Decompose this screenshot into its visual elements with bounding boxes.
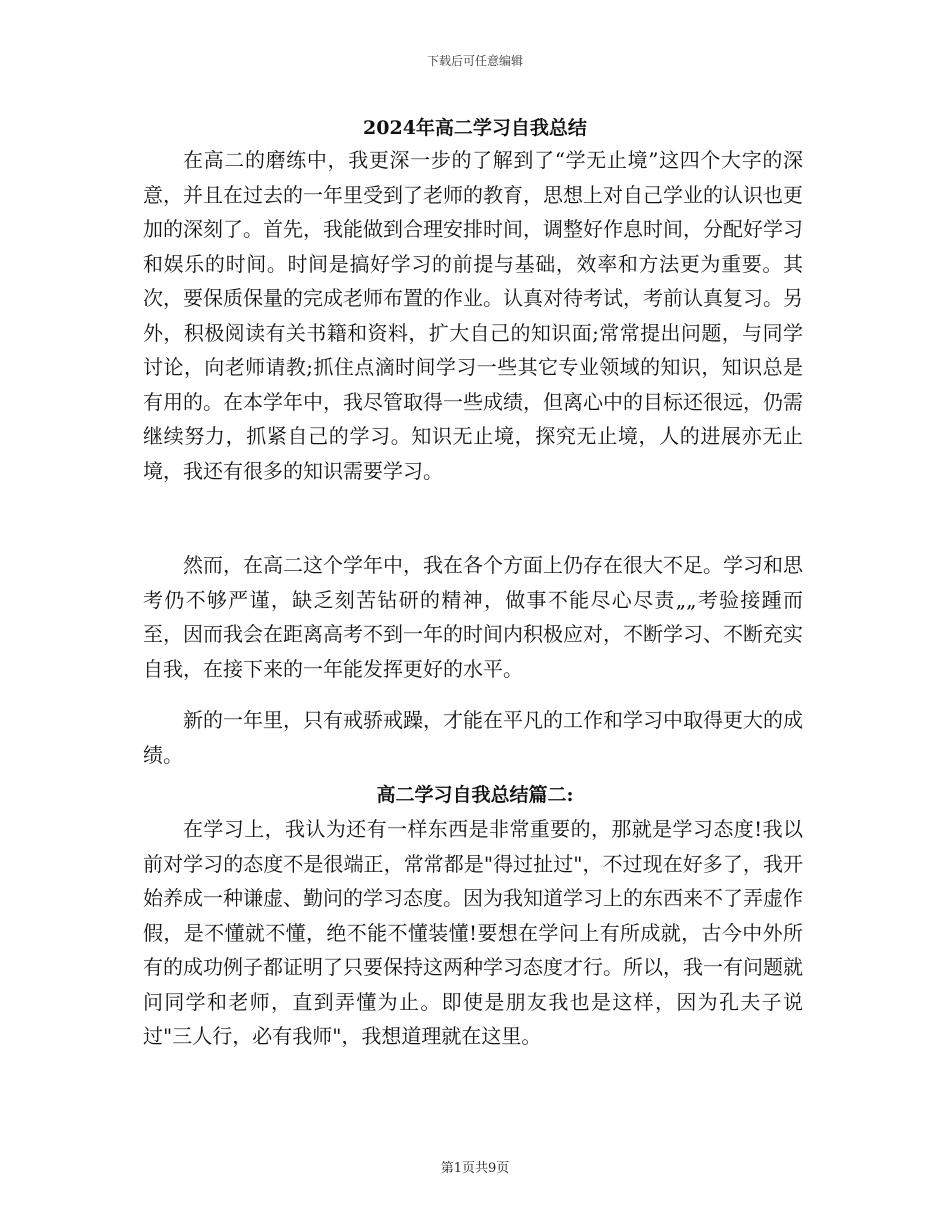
body-paragraph-1: 在高二的磨练中，我更深一步的了解到了“学无止境”这四个大字的深意，并且在过去的一年里受到了老师的教育，思想上对自己学业的认识也更加的深刻了。首先，我能做到合理安排时间，调整好作息时间，分配好学习和娱乐的时间。时间是搞好学习的前提与基础，效率和方法更为重要。其次，要保质保量的完成老师布置的作业。认真对待考试，考前认真复习。另外，积极阅读有关书籍和资料，扩大自己的知识面;常常提出问题，与同学讨论，向老师请教;抓住点滴时间学习一些其它专业领域的知识，知识总是有用的。在本学年中，我尽管取得一些成绩，但离心中的目标还很远，仍需继续努力，抓紧自己的学习。知识无止境，探究无止境，人的进展亦无止境，我还有很多的知识需要学习。: [143, 148, 803, 483]
section-title: 高二学习自我总结篇二:: [376, 784, 574, 806]
page-footer: 第1页共9页: [440, 1161, 510, 1176]
body-paragraph-3: 新的一年里，只有戒骄戒躁，才能在平凡的工作和学习中取得更大的成绩。: [143, 708, 803, 767]
body-paragraph-2: 然而，在高二这个学年中，我在各个方面上仍存在很大不足。学习和思考仍不够严谨，缺乏刻苦钻研的精神，做事不能尽心尽责„„考验接踵而至，因而我会在距离高考不到一年的时间内积极应对，不断学习、不断充实自我，在接下来的一年能发挥更好的水平。: [143, 553, 803, 681]
header-note: 下载后可任意编辑: [426, 54, 523, 68]
document-title: 2024年高二学习自我总结: [363, 117, 587, 139]
section-paragraph-1: 在学习上，我认为还有一样东西是非常重要的，那就是学习态度!我以前对学习的态度不是很端正，常常都是"得过扯过"，不过现在好多了，我开始养成一种谦虚、勤问的学习态度。因为我知道学习上的东西来不了弄虚作假，是不懂就不懂，绝不能不懂装懂!要想在学问上有所成就，古今中外所有的成功例子都证明了只要保持这两种学习态度才行。所以，我一有问题就问同学和老师，直到弄懂为止。即使是朋友我也是这样，因为孔夫子说过"三人行，必有我师"，我想道理就在这里。: [143, 817, 803, 1048]
